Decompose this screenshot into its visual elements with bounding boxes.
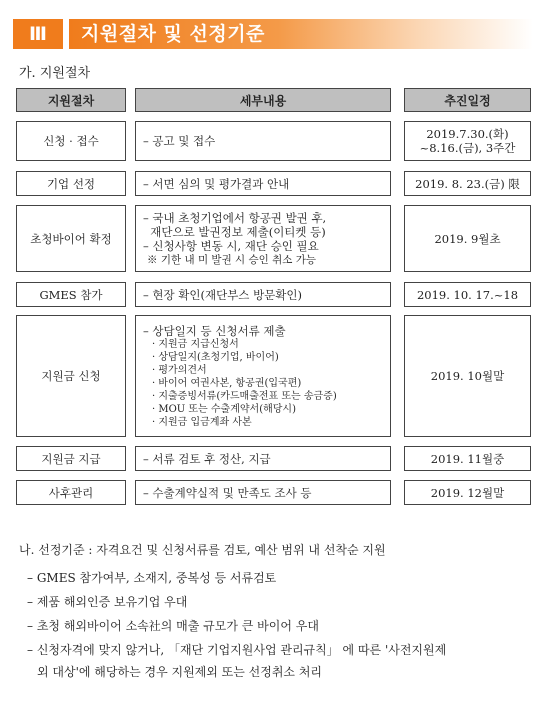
details-cell: [135, 171, 391, 196]
criteria-item: – 초청 해외바이어 소속社의 매출 규모가 큰 바이어 우대: [27, 619, 319, 633]
details-cell: [135, 446, 391, 471]
detail-subitem: · 상담일지(초청기업, 바이어): [152, 351, 279, 363]
step-cell: 지원금 지급: [16, 446, 126, 471]
detail-line: – 서면 심의 및 평가결과 안내: [143, 176, 290, 191]
criteria-item-text: – 신청자격에 맞지 않거나, 「재단 기업지원사업 관리규칙」 에 따른 '사전지원제: [27, 643, 447, 657]
subsection-a-title: 가. 지원절차: [19, 66, 91, 81]
detail-subitem: · 지출증빙서류(카드매출전표 또는 송금증): [152, 390, 337, 402]
detail-line: – 국내 초청기업에서 항공권 발권 후,: [143, 210, 327, 225]
detail-line: 재단으로 발권정보 제출(이티켓 등): [143, 224, 326, 239]
detail-subitem: · 평가의견서: [152, 364, 207, 376]
detail-line: – 신청사항 변동 시, 재단 승인 필요: [143, 238, 319, 253]
details-cell: [135, 205, 391, 272]
section-number: Ⅲ: [13, 19, 63, 49]
detail-subitem: · 지원금 지급신청서: [152, 338, 239, 350]
criteria-item: – 제품 해외인증 보유기업 우대: [27, 595, 188, 609]
detail-subitem: · MOU 또는 수출계약서(해당시): [152, 403, 296, 415]
step-cell: 지원금 신청: [16, 315, 126, 437]
schedule-cell: [404, 446, 531, 471]
schedule-line: 2019. 11월중: [430, 451, 505, 466]
detail-subitem: · 바이어 여권사본, 항공권(입국편): [152, 377, 302, 389]
schedule-line: ~8.16.(금), 3주간: [419, 141, 516, 155]
schedule-line: 2019. 8. 23.(금) 限: [415, 176, 520, 191]
section-title: 지원절차 및 선정기준: [81, 23, 265, 45]
header-cell-schedule: 추진일정: [404, 88, 531, 112]
step-cell: 신청 · 접수: [16, 121, 126, 161]
step-cell: 초청바이어 확정: [16, 205, 126, 272]
details-cell: [135, 121, 391, 161]
schedule-line: 2019. 10. 17.~18: [416, 287, 519, 302]
detail-line: – 수출계약실적 및 만족도 조사 등: [143, 485, 312, 500]
criteria-item: – GMES 참가여부, 소재지, 중복성 등 서류검토: [27, 571, 277, 585]
detail-note: ※ 기한 내 미 발권 시 승인 취소 가능: [147, 253, 317, 266]
schedule-cell: [404, 171, 531, 196]
schedule-line: 2019. 12월말: [430, 485, 505, 500]
step-cell: 기업 선정: [16, 171, 126, 196]
detail-subitem: · 지원금 입금계좌 사본: [152, 416, 252, 428]
detail-line: – 서류 검토 후 정산, 지급: [143, 451, 271, 466]
detail-line: – 현장 확인(재단부스 방문확인): [143, 287, 302, 302]
criteria-item: [19, 639, 534, 683]
header-cell-details: 세부내용: [135, 88, 391, 112]
schedule-cell: [404, 480, 531, 505]
detail-line: – 상담일지 등 신청서류 제출: [143, 323, 286, 338]
step-cell: 사후관리: [16, 480, 126, 505]
schedule-cell: [404, 315, 531, 437]
subsection-b-title: 나. 선정기준 : 자격요건 및 신청서류를 검토, 예산 범위 내 선착순 지원: [19, 543, 386, 557]
details-cell: [135, 315, 391, 437]
selection-criteria: [19, 541, 534, 685]
step-cell: GMES 참가: [16, 282, 126, 307]
schedule-cell: [404, 121, 531, 161]
schedule-line: 2019. 9월초: [434, 231, 501, 246]
detail-line: – 공고 및 접수: [143, 134, 216, 148]
schedule-cell: [404, 282, 531, 307]
details-cell: [135, 480, 391, 505]
section-banner: [13, 19, 533, 49]
details-cell: [135, 282, 391, 307]
section-title-bar: [69, 19, 533, 49]
schedule-line: 2019.7.30.(화): [426, 127, 509, 141]
schedule-line: 2019. 10월말: [430, 369, 505, 383]
schedule-cell: [404, 205, 531, 272]
header-cell-step: 지원절차: [16, 88, 126, 112]
criteria-item-continuation: 외 대상'에 해당하는 경우 지원제외 또는 선정취소 처리: [37, 665, 323, 679]
